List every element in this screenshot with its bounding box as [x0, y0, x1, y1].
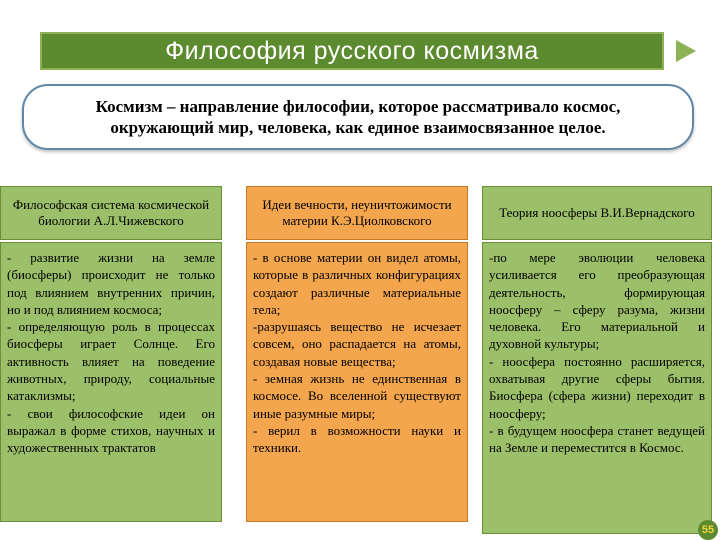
- column-vernadsky: [482, 186, 712, 534]
- column-body: -по мере эволюции человека усиливается его преобразующая деятельность, формирующая ноосферу – сферу разума, жизни человека. Его материальной и духовной культуры; - ноосфера постоянно расширяется, охватывая другие сферы бытия. Биосфера (сфера жизни) переходит в ноосферу; - в будущем ноосфера станет ведущей на Земле и переместится в Космос.: [482, 242, 712, 534]
- column-heading: Философская система космической биологии А.Л.Чижевского: [0, 186, 222, 240]
- column-body: - в основе материи он видел атомы, которые в различных конфигурациях создают различные материальные тела; -разрушаясь вещество не исчезает совсем, оно распадается на атомы, создавая новые вещества; - земная жизнь не единственная в космосе. Во вселенной существуют иные разумные миры; - верил в возможности науки и техники.: [246, 242, 468, 522]
- column-heading: Идеи вечности, неуничтожимости материи К.Э.Циолковского: [246, 186, 468, 240]
- definition-box: [22, 84, 694, 150]
- column-tsiolkovsky: [246, 186, 468, 522]
- column-chizhevsky: [0, 186, 222, 522]
- play-arrow-icon: [674, 38, 698, 64]
- page-number-badge: 55: [698, 520, 718, 540]
- title-bar: [40, 32, 664, 70]
- column-heading: Теория ноосферы В.И.Вернадского: [482, 186, 712, 240]
- column-body: - развитие жизни на земле (биосферы) происходит не только под влиянием внутренних причин, но и под влиянием космоса; - определяющую роль в процессах биосферы играет Солнце. Его активность влияет на поведение животных, природу, социальные катаклизмы; - свои философские идеи он выражал в форме стихов, научных и художественных трактатов: [0, 242, 222, 522]
- definition-text: Космизм – направление философии, которое рассматривало космос, окружающий мир, человека, как единое взаимосвязанное целое.: [95, 97, 621, 137]
- page-title: Философия русского космизма: [165, 36, 539, 65]
